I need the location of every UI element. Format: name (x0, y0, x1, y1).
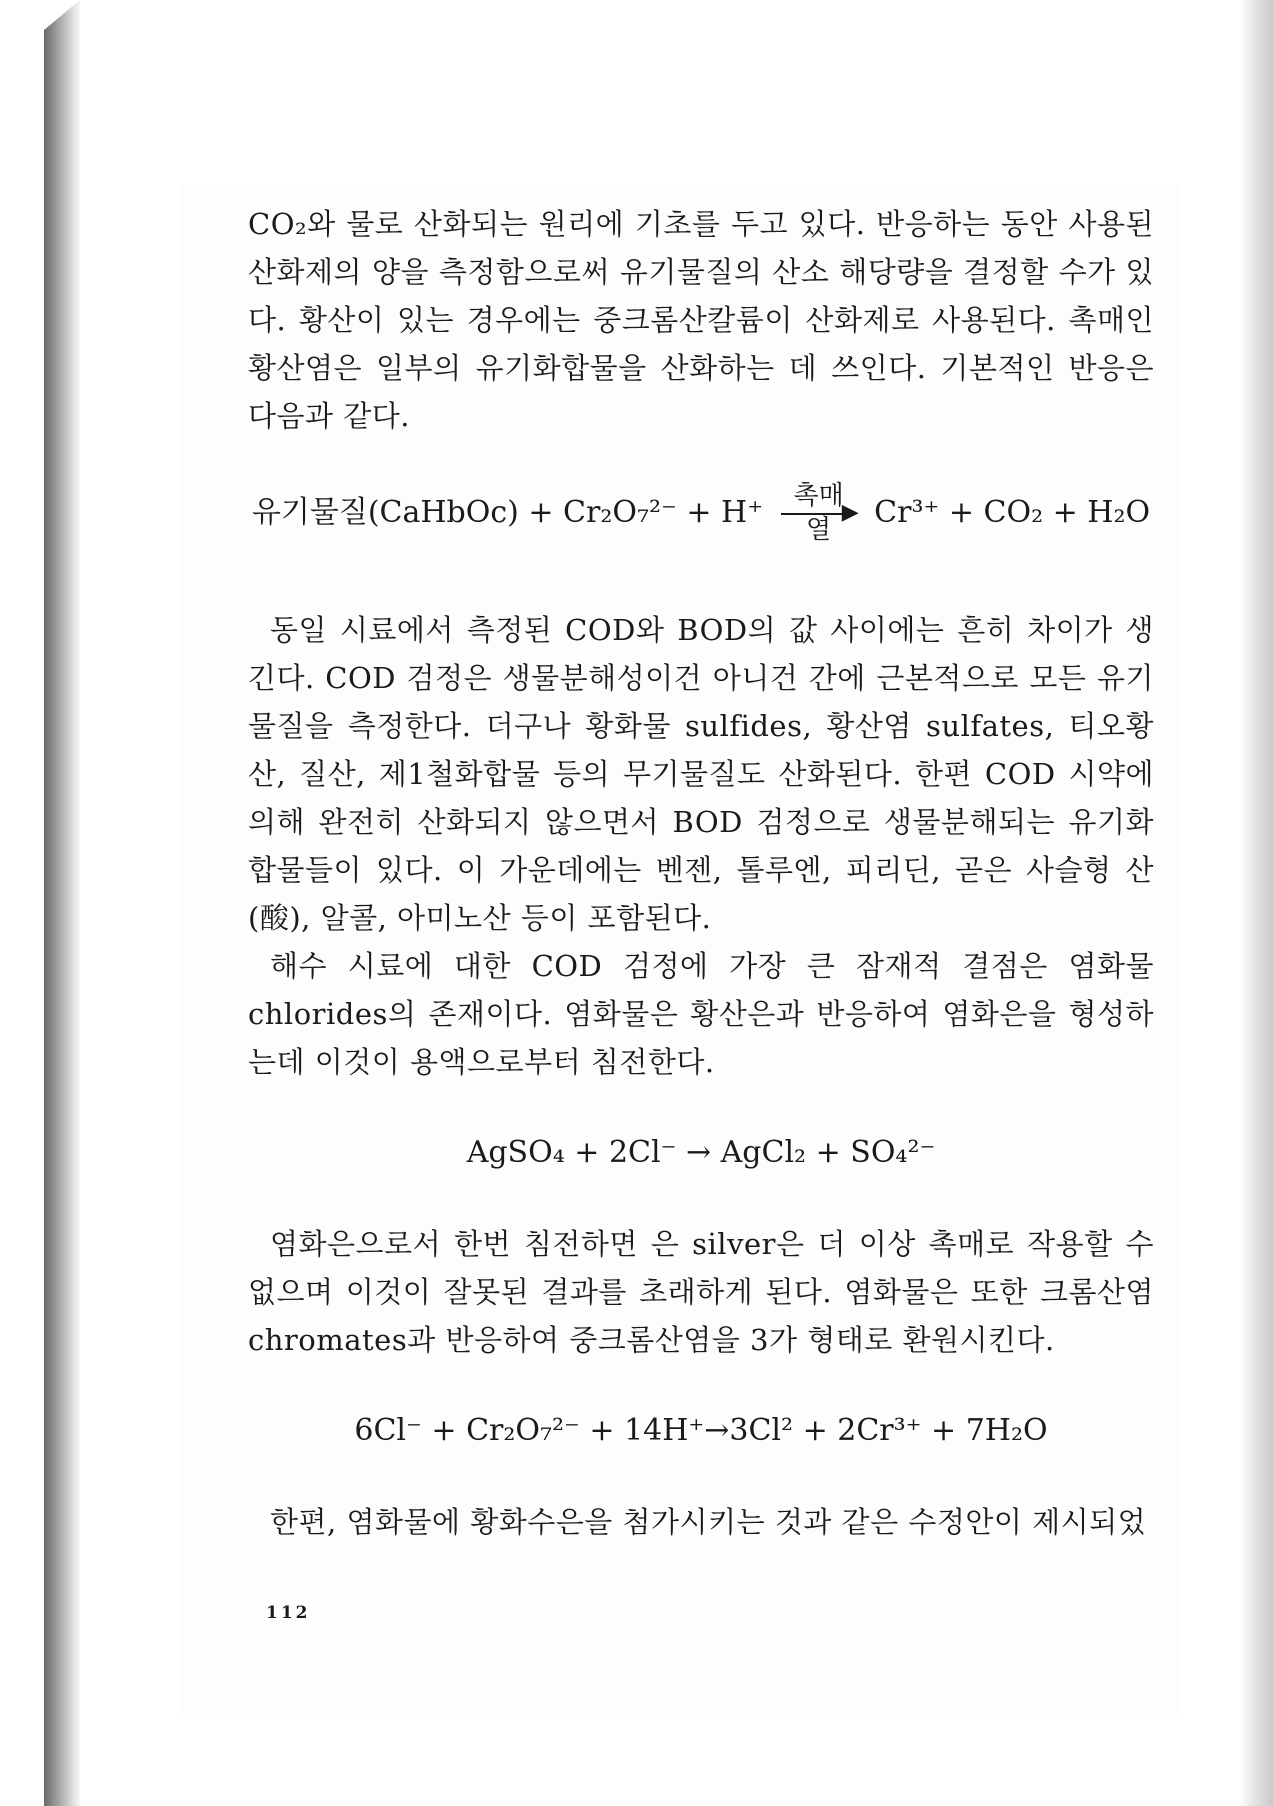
book-right-edge (1239, 0, 1273, 1806)
paragraph-oxidation-principle: CO₂와 물로 산화되는 원리에 기초를 두고 있다. 반응하는 동안 사용된 산화제의 양을 측정함으로써 유기물질의 산소 해당량을 결정할 수가 있다. 황산이 있는 경우에는 중크롬산칼륨이 산화제로 사용된다. 촉매인 황산염은 일부의 유기화합물을 산화하는 데 쓰인다. 기본적인 반응은 다음과 같다. (248, 207, 1154, 433)
page-number: 112 (266, 1603, 311, 1623)
equation-cod-products: Cr³⁺ + CO₂ + H₂O (874, 495, 1151, 530)
paragraph-modification: 한편, 염화물에 황화수은을 첨가시키는 것과 같은 수정안이 제시되었 (270, 1505, 1147, 1539)
book-left-edge (44, 0, 80, 1806)
equation-cod-reactants: 유기물질(CaHbOc) + Cr₂O₇²⁻ + H⁺ (251, 495, 764, 530)
paragraph-cod-bod-difference: 동일 시료에서 측정된 COD와 BOD의 값 사이에는 흔히 차이가 생긴다. COD 검정은 생물분해성이건 아니건 간에 근본적으로 모든 유기물질을 측정한다. 더구나 황화물 sulfides, 황산염 sulfates, 티오황산, 질산, 제1철화합물 등의 무기물질도 산화된다. 한편 COD 시약에 의해 완전히 산화되지 않으면서 BOD 검정으로 생물분해되는 유기화합물들이 있다. 이 가운데에는 벤젠, 톨루엔, 피리딘, 곧은 사슬형 산(酸), 알콜, 아미노산 등이 포함된다. (248, 613, 1154, 935)
equation-silver-chloride: AgSO₄ + 2Cl⁻ → AgCl₂ + SO₄²⁻ (466, 1135, 936, 1170)
arrow-head-icon: ▶ (841, 500, 859, 525)
paragraph-chloride-interference: 해수 시료에 대한 COD 검정에 가장 큰 잠재적 결점은 염화물 chlorides의 존재이다. 염화물은 황산은과 반응하여 염화은을 형성하는데 이것이 용액으로부터 침전한다. (248, 949, 1154, 1079)
equation-cod-reaction (248, 482, 1154, 546)
equation-chromate-reduction: 6Cl⁻ + Cr₂O₇²⁻ + 14H⁺→3Cl² + 2Cr³⁺ + 7H₂O (354, 1413, 1048, 1448)
catalyst-label: 촉매 (793, 481, 844, 511)
heat-label: 열 (806, 515, 832, 545)
page-body (248, 200, 1154, 1546)
paragraph-silver-precipitation: 염화은으로서 한번 침전하면 은 silver은 더 이상 촉매로 작용할 수 없으며 이것이 잘못된 결과를 초래하게 된다. 염화물은 또한 크롬산염 chromates과 반응하여 중크롬산염을 3가 형태로 환원시킨다. (248, 1227, 1154, 1357)
catalyst-arrow (779, 482, 859, 546)
